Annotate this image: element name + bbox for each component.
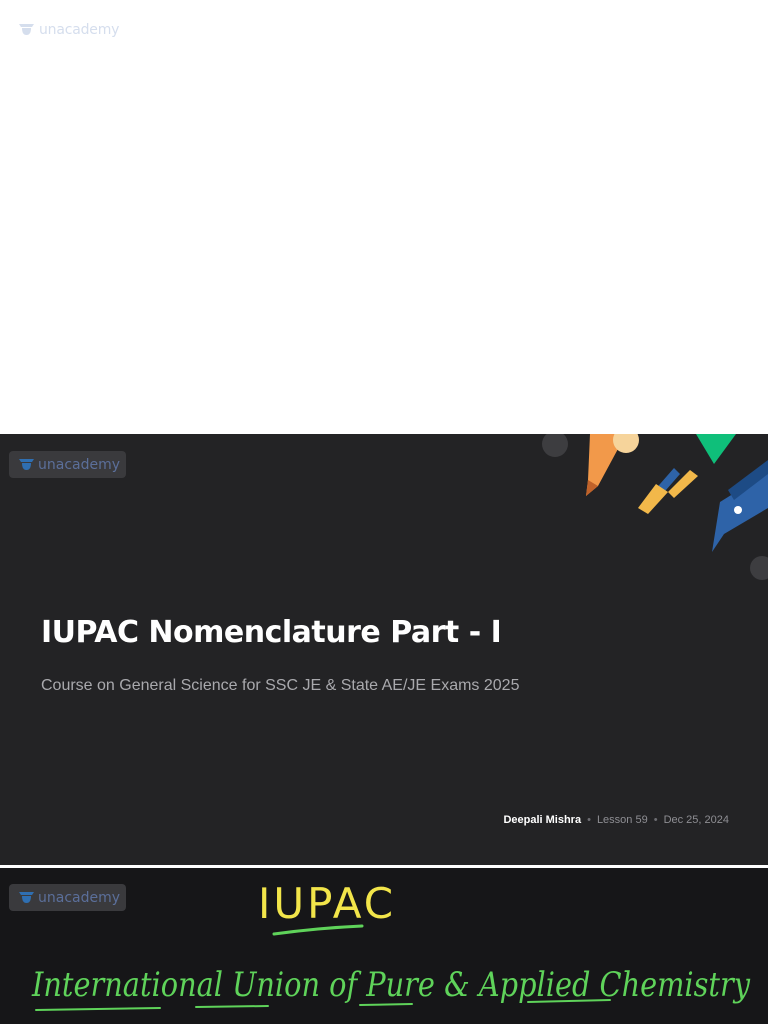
meta-separator: • (587, 814, 591, 826)
lesson-title: IUPAC Nomenclature Part - I (41, 615, 502, 650)
handwritten-heading: IUPAC (258, 879, 397, 928)
underline-union (196, 1006, 268, 1007)
unacademy-logo-icon (18, 23, 35, 37)
educator-name: Deepali Mishra (503, 814, 582, 826)
lesson-number: Lesson 59 (596, 814, 648, 826)
underline-international (36, 1008, 160, 1010)
logo-text: unacademy (38, 456, 121, 473)
unacademy-logo-top (18, 22, 119, 38)
whiteboard-slide (0, 868, 768, 1024)
stationery-decoration-icon (528, 434, 768, 594)
handwriting-canvas (0, 868, 768, 1024)
meta-separator: • (653, 814, 658, 826)
underline-pure (360, 1004, 412, 1005)
lesson-title-slide (0, 434, 768, 865)
handwritten-expansion: International Union of Pure & Applied Chemistry (31, 965, 751, 1005)
logo-text: unacademy (39, 22, 120, 38)
course-subtitle: Course on General Science for SSC JE & State AE/JE Exams 2025 (41, 677, 520, 694)
lesson-meta (503, 814, 729, 826)
blank-top-area (0, 0, 768, 434)
unacademy-logo-pill (9, 451, 126, 478)
unacademy-logo-icon (18, 458, 35, 472)
logo-text: unacademy (38, 889, 121, 906)
lesson-date: Dec 25, 2024 (663, 814, 729, 826)
